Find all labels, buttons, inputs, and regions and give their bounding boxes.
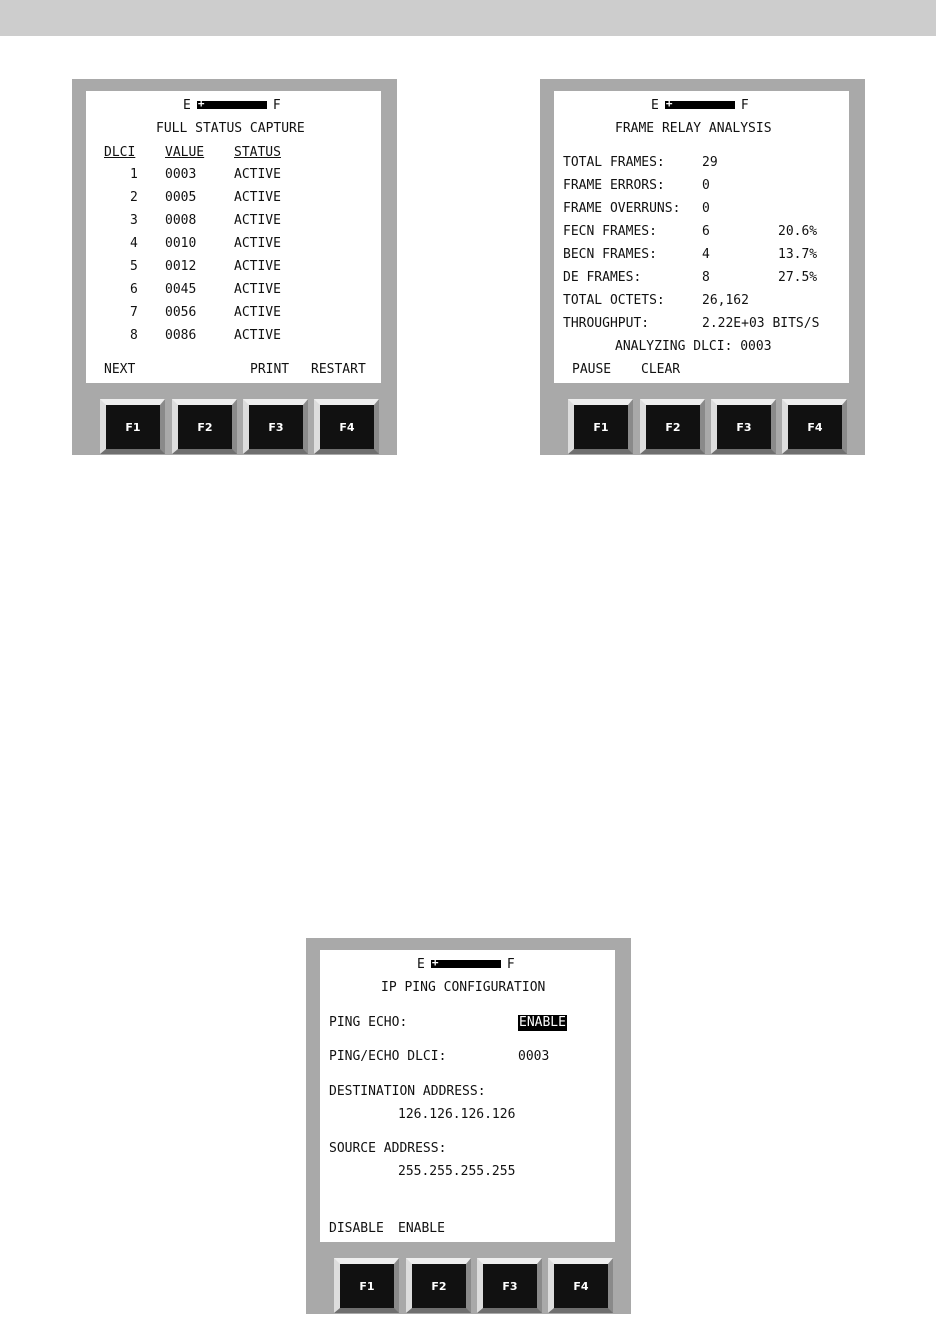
f2-key[interactable]: F2 — [640, 399, 705, 454]
stat-value: 8 — [702, 270, 710, 285]
status-cell: ACTIVE — [234, 213, 281, 228]
softkey-label-pause: PAUSE — [572, 362, 612, 377]
f3-key[interactable]: F3 — [477, 1258, 542, 1313]
softkey-label-next: NEXT — [104, 362, 136, 377]
lcd-screen — [320, 950, 615, 1242]
softkey-label-enable: ENABLE — [398, 1221, 445, 1236]
status-cell: ACTIVE — [234, 328, 281, 343]
full-status-capture-device — [72, 79, 397, 455]
stat-value: 29 — [702, 155, 718, 170]
status-cell: ACTIVE — [234, 282, 281, 297]
stat-percent: 13.7% — [778, 247, 818, 262]
dlci-cell: 1 — [130, 167, 138, 182]
header-value: VALUE — [165, 145, 205, 160]
status-cell: ACTIVE — [234, 236, 281, 251]
stat-label: THROUGHPUT: — [563, 316, 650, 331]
battery-bar-icon — [197, 101, 267, 109]
value-cell: 0003 — [165, 167, 197, 182]
source-address-value[interactable]: 255.255.255.255 — [398, 1164, 516, 1179]
stat-label: FRAME OVERRUNS: — [563, 201, 681, 216]
softkey-label-restart: RESTART — [311, 362, 366, 377]
lcd-screen — [554, 91, 849, 383]
battery-full-label: F — [506, 956, 515, 972]
screen-title: FULL STATUS CAPTURE — [156, 121, 305, 136]
screen-title: FRAME RELAY ANALYSIS — [615, 121, 772, 136]
value-cell: 0005 — [165, 190, 197, 205]
destination-address-label: DESTINATION ADDRESS: — [329, 1084, 486, 1099]
f2-key[interactable]: F2 — [172, 399, 237, 454]
f2-key[interactable]: F2 — [406, 1258, 471, 1313]
stat-label: TOTAL OCTETS: — [563, 293, 665, 308]
status-cell: ACTIVE — [234, 167, 281, 182]
f1-key[interactable]: F1 — [100, 399, 165, 454]
ping-echo-dlci-value[interactable]: 0003 — [518, 1049, 550, 1064]
function-keys — [540, 393, 865, 463]
source-address-label: SOURCE ADDRESS: — [329, 1141, 447, 1156]
battery-full-label: F — [740, 97, 749, 113]
value-cell: 0010 — [165, 236, 197, 251]
dlci-cell: 3 — [130, 213, 138, 228]
lcd-screen — [86, 91, 381, 383]
softkey-label-clear: CLEAR — [641, 362, 681, 377]
battery-bar-icon — [665, 101, 735, 109]
value-cell: 0008 — [165, 213, 197, 228]
stat-label: DE FRAMES: — [563, 270, 642, 285]
stat-value: 4 — [702, 247, 710, 262]
stat-percent: 27.5% — [778, 270, 818, 285]
f4-key[interactable]: F4 — [548, 1258, 613, 1313]
analyzing-dlci-status: ANALYZING DLCI: 0003 — [615, 339, 772, 354]
header-status: STATUS — [234, 145, 281, 160]
battery-full-label: F — [272, 97, 281, 113]
value-cell: 0086 — [165, 328, 197, 343]
battery-bar-icon — [431, 960, 501, 968]
stat-value: 6 — [702, 224, 710, 239]
battery-empty-label: E — [183, 97, 191, 113]
battery-empty-label: E — [651, 97, 659, 113]
stat-label: FRAME ERRORS: — [563, 178, 665, 193]
value-cell: 0045 — [165, 282, 197, 297]
header-dlci: DLCI — [104, 145, 136, 160]
dlci-cell: 6 — [130, 282, 138, 297]
stat-percent: 20.6% — [778, 224, 818, 239]
ping-echo-label: PING ECHO: — [329, 1015, 408, 1030]
f1-key[interactable]: F1 — [568, 399, 633, 454]
f4-key[interactable]: F4 — [314, 399, 379, 454]
ping-echo-value[interactable]: ENABLE — [519, 1015, 566, 1030]
battery-gauge — [651, 97, 749, 113]
f3-key[interactable]: F3 — [243, 399, 308, 454]
stat-label: BECN FRAMES: — [563, 247, 657, 262]
value-cell: 0056 — [165, 305, 197, 320]
screen-title: IP PING CONFIGURATION — [381, 980, 546, 995]
dlci-cell: 4 — [130, 236, 138, 251]
function-keys — [72, 393, 397, 463]
stat-label: TOTAL FRAMES: — [563, 155, 665, 170]
ip-ping-configuration-device — [306, 938, 631, 1314]
f1-key[interactable]: F1 — [334, 1258, 399, 1313]
value-cell: 0012 — [165, 259, 197, 274]
destination-address-value[interactable]: 126.126.126.126 — [398, 1107, 516, 1122]
dlci-cell: 5 — [130, 259, 138, 274]
dlci-cell: 2 — [130, 190, 138, 205]
status-cell: ACTIVE — [234, 305, 281, 320]
dlci-cell: 8 — [130, 328, 138, 343]
dlci-cell: 7 — [130, 305, 138, 320]
status-cell: ACTIVE — [234, 259, 281, 274]
function-keys — [306, 1252, 631, 1322]
f3-key[interactable]: F3 — [711, 399, 776, 454]
softkey-label-print: PRINT — [250, 362, 290, 377]
stat-value: 26,162 — [702, 293, 749, 308]
frame-relay-analysis-device — [540, 79, 865, 455]
softkey-label-disable: DISABLE — [329, 1221, 384, 1236]
f4-key[interactable]: F4 — [782, 399, 847, 454]
battery-gauge — [417, 956, 515, 972]
stat-value: 0 — [702, 178, 710, 193]
stat-value: 2.22E+03 BITS/S — [702, 316, 820, 331]
top-banner — [0, 0, 936, 36]
battery-empty-label: E — [417, 956, 425, 972]
stat-label: FECN FRAMES: — [563, 224, 657, 239]
battery-gauge — [183, 97, 281, 113]
ping-echo-dlci-label: PING/ECHO DLCI: — [329, 1049, 447, 1064]
stat-value: 0 — [702, 201, 710, 216]
status-cell: ACTIVE — [234, 190, 281, 205]
